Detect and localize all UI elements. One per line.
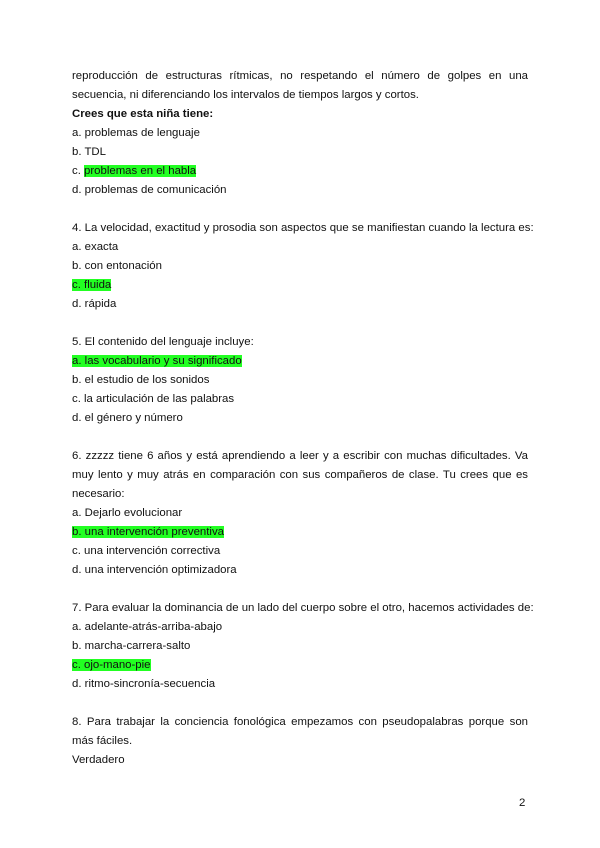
page-content xyxy=(72,67,534,770)
option-intro-c-answer-highlight: problemas en el habla xyxy=(84,165,197,177)
option-4b: b. con entonación xyxy=(72,260,162,272)
option-7c xyxy=(72,656,528,675)
option-7b: b. marcha-carrera-salto xyxy=(72,640,191,652)
option-6c: c. una intervención correctiva xyxy=(72,545,221,557)
question-5: 5. El contenido del lenguaje incluye: xyxy=(72,336,254,348)
option-6b xyxy=(72,523,528,542)
option-6a: a. Dejarlo evolucionar xyxy=(72,507,183,519)
question-6: 6. zzzzz tiene 6 años y está aprendiendo a leer y a escribir con muchas dificultades. Va muy lento y muy atrás en comparación con sus compañeros de clase. Tu crees que es necesario: xyxy=(72,450,528,500)
option-4c xyxy=(72,276,528,295)
option-5a-answer-highlight: a. las vocabulario y su significado xyxy=(72,355,242,367)
option-5d: d. el género y número xyxy=(72,412,183,424)
option-7a: a. adelante-atrás-arriba-abajo xyxy=(72,621,223,633)
option-intro-d: d. problemas de comunicación xyxy=(72,184,227,196)
option-intro-c xyxy=(72,162,528,181)
option-4c-answer-highlight: c. fluida xyxy=(72,279,112,291)
option-4d: d. rápida xyxy=(72,298,117,310)
page-number: 2 xyxy=(519,797,526,809)
option-5b: b. el estudio de los sonidos xyxy=(72,374,210,386)
question-intro: Crees que esta niña tiene: xyxy=(72,108,214,120)
question-8: 8. Para trabajar la conciencia fonológica empezamos con pseudopalabras porque son más fáciles. xyxy=(72,716,528,747)
option-intro-b: b. TDL xyxy=(72,146,106,158)
option-5c: c. la articulación de las palabras xyxy=(72,393,235,405)
option-intro-a: a. problemas de lenguaje xyxy=(72,127,200,139)
answer-8: Verdadero xyxy=(72,754,125,766)
intro-paragraph: reproducción de estructuras rítmicas, no respetando el número de golpes en una secuencia, ni diferenciando los intervalos de tiempos largos y cortos. xyxy=(72,70,528,101)
option-intro-c-prefix: c. xyxy=(72,165,85,177)
question-7: 7. Para evaluar la dominancia de un lado del cuerpo sobre el otro, hacemos actividades de: xyxy=(72,602,534,614)
option-6b-answer-highlight: b. una intervención preventiva xyxy=(72,526,224,538)
option-7c-answer-highlight: c. ojo-mano-pie xyxy=(72,659,151,671)
question-4: 4. La velocidad, exactitud y prosodia son aspectos que se manifiestan cuando la lectura es: xyxy=(72,222,534,234)
option-6d: d. una intervención optimizadora xyxy=(72,564,237,576)
option-7d: d. ritmo-sincronía-secuencia xyxy=(72,678,216,690)
option-5a xyxy=(72,352,528,371)
option-4a: a. exacta xyxy=(72,241,119,253)
